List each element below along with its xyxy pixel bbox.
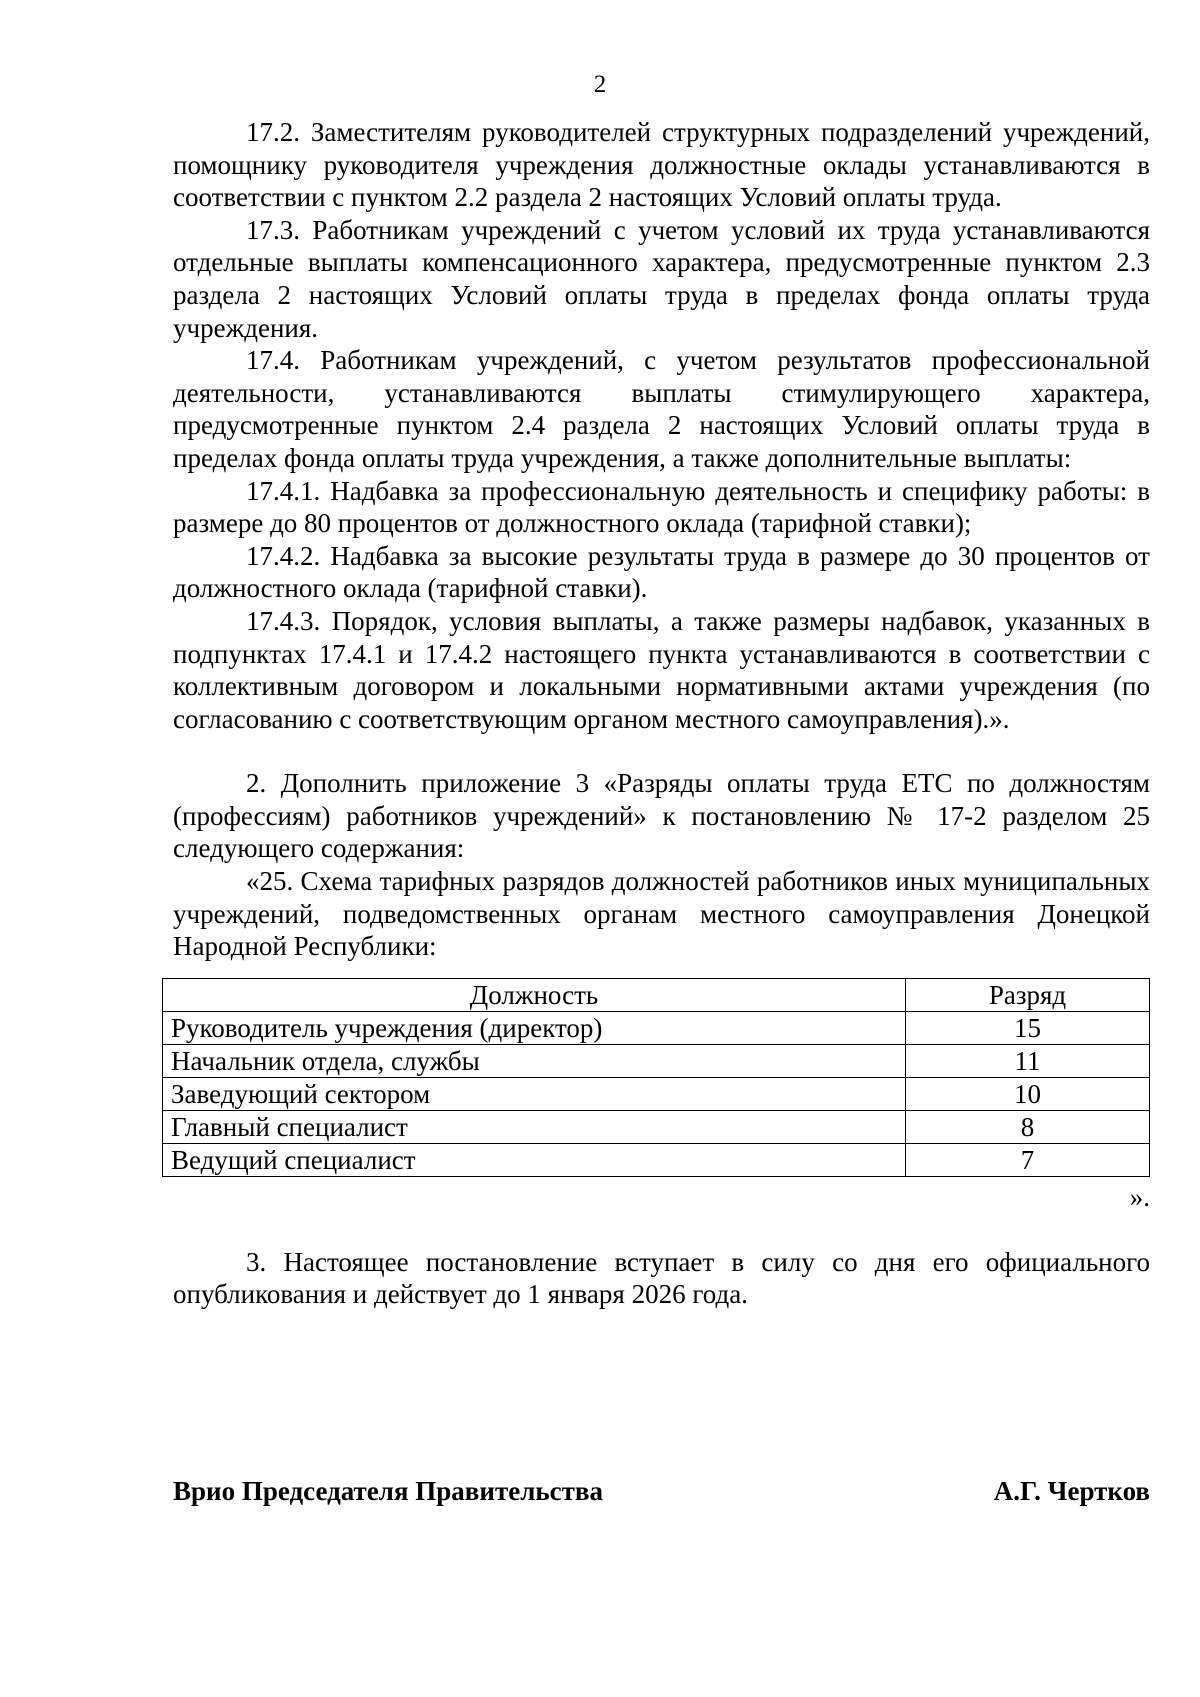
- cell-position: Ведущий специалист: [163, 1143, 906, 1176]
- table-row: [163, 1143, 1150, 1176]
- page-number: 2: [593, 71, 607, 98]
- grades-table: [162, 978, 1150, 1177]
- paragraph-2: 2. Дополнить приложение 3 «Разряды оплаты труда ЕТС по должностям (профессиям) работников учреждений» к постановлению № 17-2 разделом 25 следующего содержания:: [173, 768, 1150, 864]
- table-header-row: [163, 978, 1150, 1011]
- column-header-position: Должность: [163, 978, 906, 1011]
- table-row: [163, 1110, 1150, 1143]
- cell-grade: 10: [906, 1077, 1150, 1110]
- cell-position: Главный специалист: [163, 1110, 906, 1143]
- cell-grade: 7: [906, 1143, 1150, 1176]
- column-header-grade: Разряд: [906, 978, 1150, 1011]
- signature-block: [173, 1475, 1150, 1507]
- paragraph-17-2: 17.2. Заместителям руководителей структурных подразделений учреждений, помощнику руководителя учреждения должностные оклады устанавливаются в соответствии с пунктом 2.2 раздела 2 настоящих Условий оплаты труда.: [173, 117, 1150, 213]
- paragraph-17-4-1: 17.4.1. Надбавка за профессиональную деятельность и специфику работы: в размере до 80 процентов от должностного оклада (тарифной ставки);: [173, 475, 1150, 539]
- cell-grade: 8: [906, 1110, 1150, 1143]
- paragraph-17-4-3: 17.4.3. Порядок, условия выплаты, а также размеры надбавок, указанных в подпунктах 17.4.1 и 17.4.2 настоящего пункта устанавливаются в соответствии с коллективным договором и локальными нормативными актами учреждения (по согласованию с соответствующим органом местного самоуправления).».: [173, 605, 1150, 734]
- paragraph-17-3: 17.3. Работникам учреждений с учетом условий их труда устанавливаются отдельные выплаты компенсационного характера, предусмотренные пунктом 2.3 раздела 2 настоящих Условий оплаты труда в пределах фонда оплаты труда учреждения.: [173, 214, 1150, 343]
- signatory-name: А.Г. Чертков: [993, 1476, 1150, 1506]
- paragraph-17-4-2: 17.4.2. Надбавка за высокие результаты труда в размере до 30 процентов от должностного оклада (тарифной ставки).: [173, 540, 1150, 604]
- table-row: [163, 1011, 1150, 1044]
- closing-quote: ».: [1129, 1181, 1150, 1212]
- paragraph-17-4: 17.4. Работникам учреждений, с учетом результатов профессиональной деятельности, устанавливаются выплаты стимулирующего характера, предусмотренные пунктом 2.4 раздела 2 настоящих Условий оплаты труда в пределах фонда оплаты труда учреждения, а также дополнительные выплаты:: [173, 345, 1150, 473]
- cell-position: Руководитель учреждения (директор): [163, 1011, 906, 1044]
- document-body: [173, 116, 1150, 1311]
- cell-grade: 15: [906, 1011, 1150, 1044]
- paragraph-25: «25. Схема тарифных разрядов должностей работников иных муниципальных учреждений, подведомственных органам местного самоуправления Донецкой Народной Республики:: [173, 866, 1150, 962]
- table-row: [163, 1044, 1150, 1077]
- table-row: [163, 1077, 1150, 1110]
- paragraph-3: 3. Настоящее постановление вступает в силу со дня его официального опубликования и действует до 1 января 2026 года.: [173, 1246, 1150, 1310]
- cell-grade: 11: [906, 1044, 1150, 1077]
- signatory-position: Врио Председателя Правительства: [173, 1476, 603, 1506]
- cell-position: Начальник отдела, службы: [163, 1044, 906, 1077]
- cell-position: Заведующий сектором: [163, 1077, 906, 1110]
